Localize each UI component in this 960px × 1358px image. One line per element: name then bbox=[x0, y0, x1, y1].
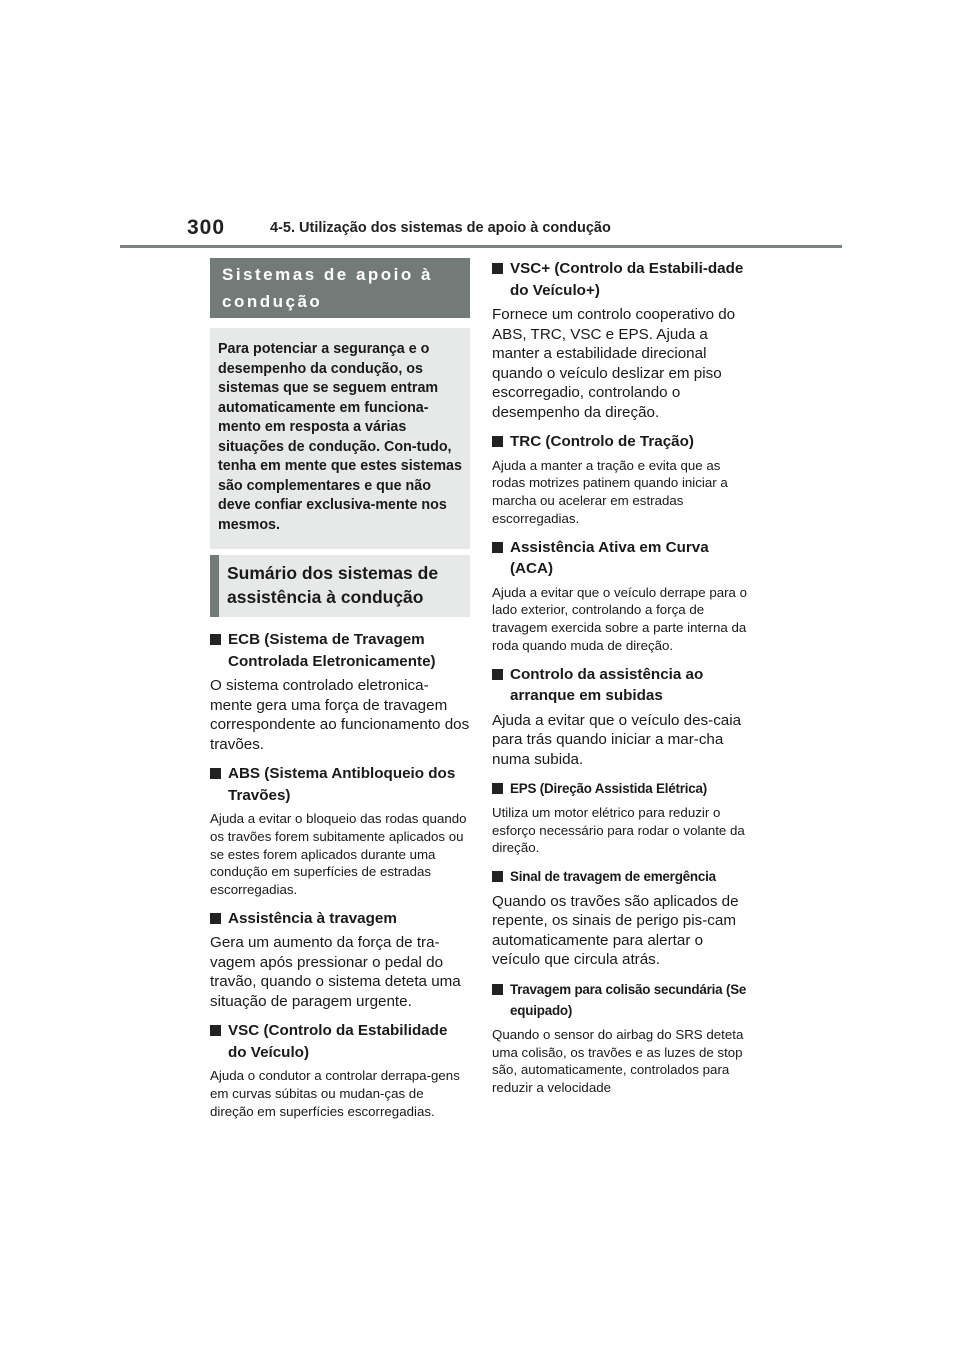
header-divider bbox=[120, 245, 842, 248]
item-heading bbox=[492, 664, 752, 707]
item-heading-text: Sinal de travagem de emergência bbox=[510, 869, 716, 885]
item-heading-text: Travagem para colisão secundária (Se equipado) bbox=[510, 981, 747, 1019]
item-vsc-plus bbox=[492, 258, 752, 422]
item-heading bbox=[492, 537, 752, 580]
item-eps bbox=[492, 778, 752, 857]
page-header bbox=[120, 212, 842, 246]
item-heading-text: VSC (Controlo da Estabilidade do Veículo) bbox=[228, 1022, 448, 1061]
item-heading-text: ECB (Sistema de Travagem Controlada Eletronicamente) bbox=[228, 631, 436, 670]
square-bullet-icon bbox=[210, 1025, 221, 1036]
item-secondary-collision bbox=[492, 979, 752, 1097]
item-abs bbox=[210, 763, 470, 899]
square-bullet-icon bbox=[492, 436, 503, 447]
square-bullet-icon bbox=[210, 634, 221, 645]
item-heading-text: EPS (Direção Assistida Elétrica) bbox=[510, 781, 708, 797]
item-emergency-signal bbox=[492, 866, 752, 970]
item-body: Quando os travões são aplicados de repente, os sinais de perigo pis-cam automaticamente para alertar o veículo que circula atrás. bbox=[492, 892, 739, 969]
section-title: 4-5. Utilização dos sistemas de apoio à condução bbox=[270, 220, 611, 236]
square-bullet-icon bbox=[210, 913, 221, 924]
item-ecb bbox=[210, 629, 470, 754]
page-number: 300 bbox=[187, 216, 226, 239]
item-body: Ajuda o condutor a controlar derrapa-gens em curvas súbitas ou mudan-ças de direção em superfícies escorregadias. bbox=[210, 1068, 460, 1120]
square-bullet-icon bbox=[492, 871, 503, 882]
item-body: Ajuda a evitar o bloqueio das rodas quando os travões forem subitamente aplicados ou se estes forem aplicados durante uma condução em superfícies de estradas escorregadias. bbox=[210, 811, 467, 898]
item-heading-text: VSC+ (Controlo da Estabili-dade do Veículo+) bbox=[510, 260, 744, 299]
item-body: Ajuda a evitar que o veículo derrape para o lado exterior, controlando a força de travagem exercida sobre a parte interna da roda quando muda de direção. bbox=[492, 584, 748, 654]
item-body: Ajuda a manter a tração e evita que as rodas motrizes patinem quando iniciar a marcha ou acelerar em estradas escorregadias. bbox=[492, 457, 728, 526]
item-heading bbox=[210, 908, 470, 930]
item-heading bbox=[492, 979, 752, 1022]
right-column bbox=[492, 258, 752, 1097]
item-heading bbox=[210, 629, 470, 672]
item-heading bbox=[492, 431, 752, 453]
item-trc bbox=[492, 431, 752, 528]
item-vsc bbox=[210, 1020, 470, 1120]
item-body: Quando o sensor do airbag do SRS deteta uma colisão, os travões e as luzes de stop são, automaticamente, controlados para reduzir a velocidade bbox=[492, 1026, 744, 1096]
item-heading-text: ABS (Sistema Antibloqueio dos Travões) bbox=[228, 765, 456, 804]
square-bullet-icon bbox=[492, 542, 503, 553]
item-brake-assist bbox=[210, 908, 470, 1012]
item-body: O sistema controlado eletronica-mente gera uma força de travagem correspondente ao funcionamento dos travões. bbox=[210, 677, 470, 753]
item-heading-text: Assistência Ativa em Curva (ACA) bbox=[510, 538, 709, 578]
item-heading bbox=[492, 866, 752, 888]
item-body: Fornece um controlo cooperativo do ABS, TRC, VSC e EPS. Ajuda a manter a estabilidade direcional quando o veículo deslizar em piso escorregadio, controlando o desempenho da direção. bbox=[492, 306, 736, 421]
item-heading-text: Controlo da assistência ao arranque em subidas bbox=[510, 665, 704, 705]
left-column bbox=[210, 258, 470, 1121]
square-bullet-icon bbox=[492, 669, 503, 680]
item-hill-start bbox=[492, 664, 752, 770]
item-aca bbox=[492, 537, 752, 655]
item-heading bbox=[210, 763, 470, 806]
box-title: Sistemas de apoio à condução bbox=[210, 258, 470, 318]
square-bullet-icon bbox=[492, 783, 503, 794]
item-heading bbox=[492, 258, 752, 301]
item-heading-text: Assistência à travagem bbox=[228, 909, 397, 927]
square-bullet-icon bbox=[492, 263, 503, 274]
intro-text: Para potenciar a segurança e o desempenho da condução, os sistemas que se seguem entram automaticamente em funciona-mento em resposta a várias situações de condução. Con-tudo, tenha em mente que estes sistemas são complementares e que não deve confiar exclusiva-mente nos mesmos. bbox=[210, 328, 470, 549]
item-body: Utiliza um motor elétrico para reduzir o esforço necessário para rodar o volante da direção. bbox=[492, 804, 745, 856]
item-body: Gera um aumento da força de tra-vagem após pressionar o pedal do travão, quando o sistema deteta uma situação de paragem urgente. bbox=[210, 934, 461, 1010]
item-body: Ajuda a evitar que o veículo des-caia para trás quando iniciar a mar-cha numa subida. bbox=[492, 711, 742, 768]
square-bullet-icon bbox=[492, 984, 503, 995]
item-heading-text: TRC (Controlo de Tração) bbox=[510, 433, 694, 450]
item-heading bbox=[492, 778, 752, 800]
item-heading bbox=[210, 1020, 470, 1063]
square-bullet-icon bbox=[210, 768, 221, 779]
summary-heading: Sumário dos sistemas de assistência à condução bbox=[210, 555, 470, 617]
